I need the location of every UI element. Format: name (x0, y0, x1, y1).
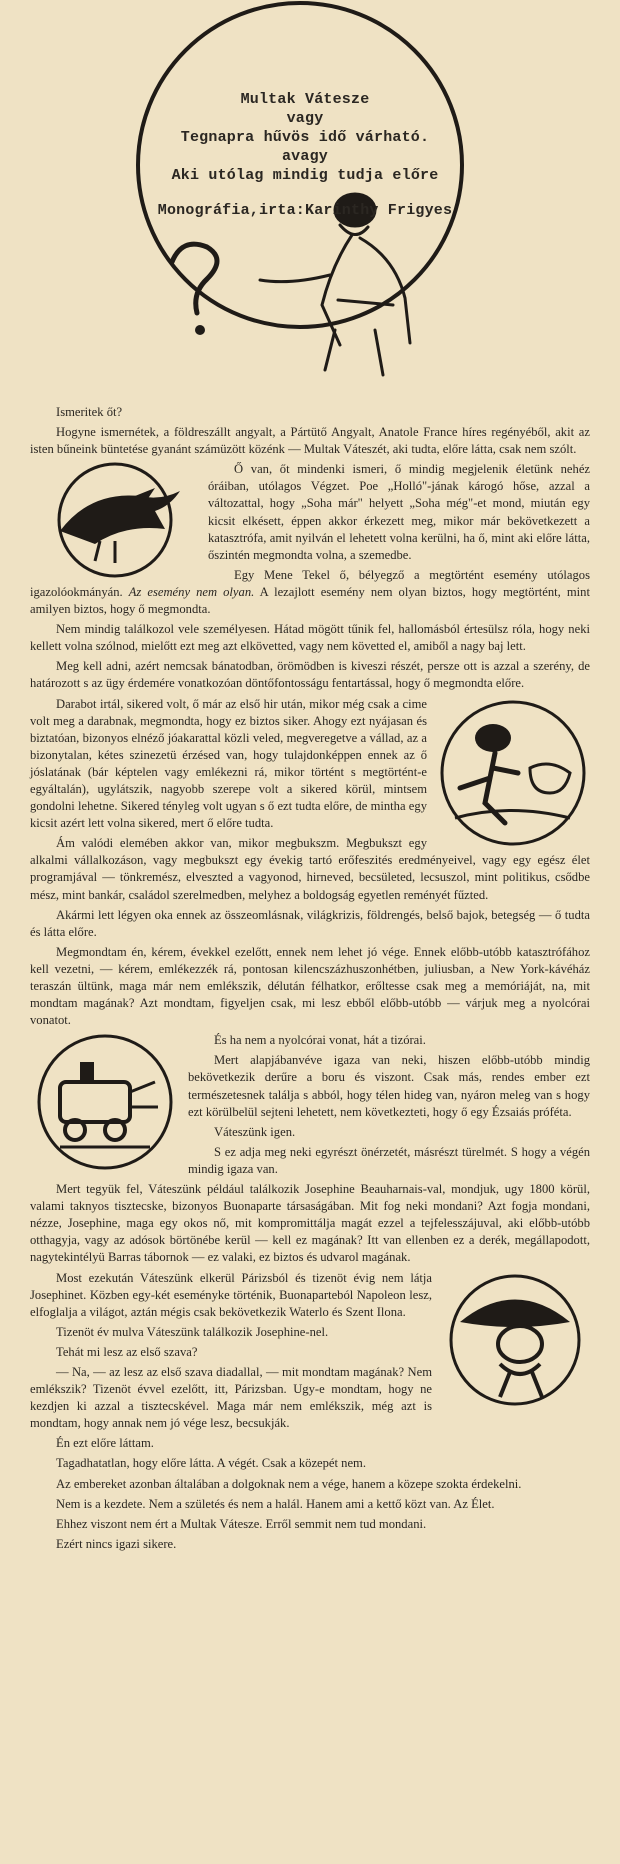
paragraph: Tizenöt év mulva Váteszünk találkozik Josephine-nel. (56, 1324, 329, 1339)
article-body (30, 404, 590, 1556)
article-title (155, 90, 455, 220)
paragraph: Nem mindig találkozol vele személyesen. Hátad mögött tűnik fel, hallomásból értesülsz róla, hogy neki kellett volna szólnod, mielőtt ezt meg azt elkövetted, vagy nem követted el, amiből a nagy baj lett. (30, 622, 590, 654)
paragraph: Ezért nincs igazi sikere. (56, 1536, 177, 1551)
paragraph: És ha nem a nyolcórai vonat, hát a tizórai. (214, 1033, 426, 1048)
title-line: Tegnapra hűvös idő várható. (180, 129, 430, 146)
paragraph-text: A lezajlott esemény nem olyan biztos, hogy megtörtént, mint amilyen biztos, hogy ő megmondta. (30, 584, 590, 617)
paragraph: Most ezekután Váteszünk elkerül Párizsból és tizenöt évig nem látja Josephinet. Közben egy-két eseményke történik, Buonaparteból Napoleon lesz, elfoglalja a világot, aztán mégis csak bekövetkezik Waterlo és Szent Ilona. (30, 1270, 432, 1319)
title-line: vagy (286, 110, 324, 127)
byline: Monográfia,irta:Karinthy Frigyes (157, 202, 453, 219)
paragraph-text: Egy Mene Tekel ő, bélyegző a megtörtént esemény utólagos igazolóokmányán. (30, 567, 590, 599)
paragraph: Mert tegyük fel, Váteszünk például találkozik Josephine Beauharnais-val, mondjuk, ugy 1800 körül, valami taknyos tisztecske, bizonyos Buonaparte társaságában. Mit fog neki mondani? Azt fogja mondani, nézze, Josephine, maga egy okos nő, mit kompromittálja magát ezzel a tejfelesszájuval, aki előbb-utóbb otthagyja, vagy az adósok börtönébe kerül — kell ez magának? Itt van ellenben ez a derék, megállapodott, nagytekintélyü Barras tábornok — ez valaki, ez biztos és udvarol magának. (30, 1182, 590, 1265)
paragraph: Tehát mi lesz az első szava? (56, 1344, 198, 1359)
emphasis-text: Az esemény nem olyan. (128, 584, 255, 599)
paragraph: Én ezt előre láttam. (56, 1436, 154, 1451)
paragraph: Akármi lett légyen oka ennek az összeomlásnak, világkrizis, földrengés, belső bajok, betegség — ő tudta és látta előre. (30, 907, 590, 939)
paragraph: Meg kell adni, azért nemcsak bánatodban, örömödben is kiveszi részét, persze ott is azzal a szerény, de határozott s az ügy érdemére vonatkozóan döntőfontosságu fentartással, hogy ő megmondta előre. (30, 659, 590, 691)
article-header (60, 0, 530, 390)
paragraph: Ő van, őt mindenki ismeri, ő mindig megjelenik életünk nehéz óráiban, utólagos Végzet. Poe „Holló"-jának károgó hőse, azzal a változattal, hogy „Soha már" helyett „Soha még"-et mond, miután egy kicsit elkésett, éppen akkor érkezett meg, mikor már bekövetkezett a katasztrófa, amit nyilván el lehetett volna kerülni, ha ő, mint aki előre látta, őszintén megmondta volna, a szemedbe. (208, 462, 590, 562)
paragraph: Ismeritek őt? (56, 405, 123, 419)
paragraph: Hogyne ismernétek, a földreszállt angyalt, a Pártütő Angyalt, Anatole France híres regényéből, akit az isten bűneink büntetése gyanánt számüzött közénk — Multak Váteszét, aki tudta, előre látta, csak nem szólt. (30, 425, 590, 457)
paragraph: Ehhez viszont nem ért a Multak Vátesze. Erről semmit nem tud mondani. (56, 1516, 427, 1531)
raven-illustration (30, 461, 200, 579)
title-line: Aki utólag mindig tudja előre (171, 167, 439, 184)
paragraph: Ám valódi elemében akkor van, mikor megbukszm. Megbukszt egy alkalmi vállalkozáson, vagy megbukszt egy évekig tartó erőfeszités eredményeivel, vagy egy egész élet programjával — tönkremész, elveszted a vagyonod, hirneved, becsületed, lecsuszol, mint politikus, csődbe mész, mint bankár, családol szerelmedben, melyhez a boldogság egyetlen reményét fűzted. (30, 836, 590, 902)
paragraph: Nem is a kezdete. Nem a születés és nem a halál. Hanem ami a kettő közt van. Az Élet. (56, 1496, 495, 1511)
train-illustration (30, 1032, 180, 1172)
paragraph: S ez adja meg neki egyrészt önérzetét, másrészt türelmét. S hogy a végén mindig igaza van. (188, 1144, 590, 1176)
theater-figure-illustration (435, 698, 590, 848)
title-line: Multak Vátesze (240, 91, 370, 108)
paragraph: Az embereket azonban általában a dolgoknak nem a vége, hanem a közepe szokta érdekelni. (56, 1476, 522, 1491)
paragraph: — Na, — az lesz az első szava diadallal, — mit mondtam magának? Nem emlékszik? Tizenöt évvel ezelőtt, itt, Párizsban. Ugy-e mondtam, hogy ne kezdjen ki azzal a tisztecskével. Maga már nem emlékszik, még azt is mondtam, hogy annak nem jó vége lesz, becsukják. (30, 1364, 432, 1431)
paragraph: Darabot irtál, sikered volt, ő már az első hir után, mikor még csak a cime volt meg a darabnak, megmondta, hogy ez biztos siker. Ahogy ezt nyájasan és biztatóan, bizonyos elnéző jóakarattal közli veled, megveregetve a vállad, az a bizonytalan, kétes szinezetü érzésed van, hogy tulajdonképpen ennek az ő jóslatának (bár képtelen vagy emlékezni rá, mikor történt s megtörtént-e egyáltalán), ugylátszik, nagyobb szerepe volt a sikered körül, mintsem gondolni lehetne. Sikered tényleg volt ugyan s ő ezt tudta előre, de mintha egy kicsit azért lett volna sikered, mert ő előre tudta. (30, 696, 427, 831)
paragraph: Megmondtam én, kérem, évekkel ezelőtt, ennek nem lehet jó vége. Ennek előbb-utóbb katasztrófához kell vezetni, — kérem, emlékezzék rá, pontosan kilencszázhuszonhétben, juliusban, a New York-kávéház teraszán ültünk, maga már nem emlékszik, délután félhatkor, erőltesse csak meg a memóriáját, na, mit mondtam magának? Azt mondtam, figyeljen csak, mi lesz ebből előbb-utóbb — várjuk meg a nyolcórai vonatot. (30, 944, 590, 1028)
paragraph: Váteszünk igen. (214, 1124, 296, 1139)
title-line: avagy (281, 148, 328, 165)
paragraph: Mert alapjábanvéve igaza van neki, hiszen előbb-utóbb mindig bekövetkezik derűre a boru és viszont. Csak más, rendes ember ezt természetesnek találja s abból, hogy télen hideg van, nyáron meleg van s hogy ezt körülbelül sejteni lehetett, nem következteti, hogy ő egy Ézsaiás próféta. (188, 1053, 590, 1119)
paragraph: Tagadhatatlan, hogy előre látta. A végét. Csak a közepét nem. (56, 1456, 367, 1471)
napoleon-illustration (440, 1272, 590, 1408)
